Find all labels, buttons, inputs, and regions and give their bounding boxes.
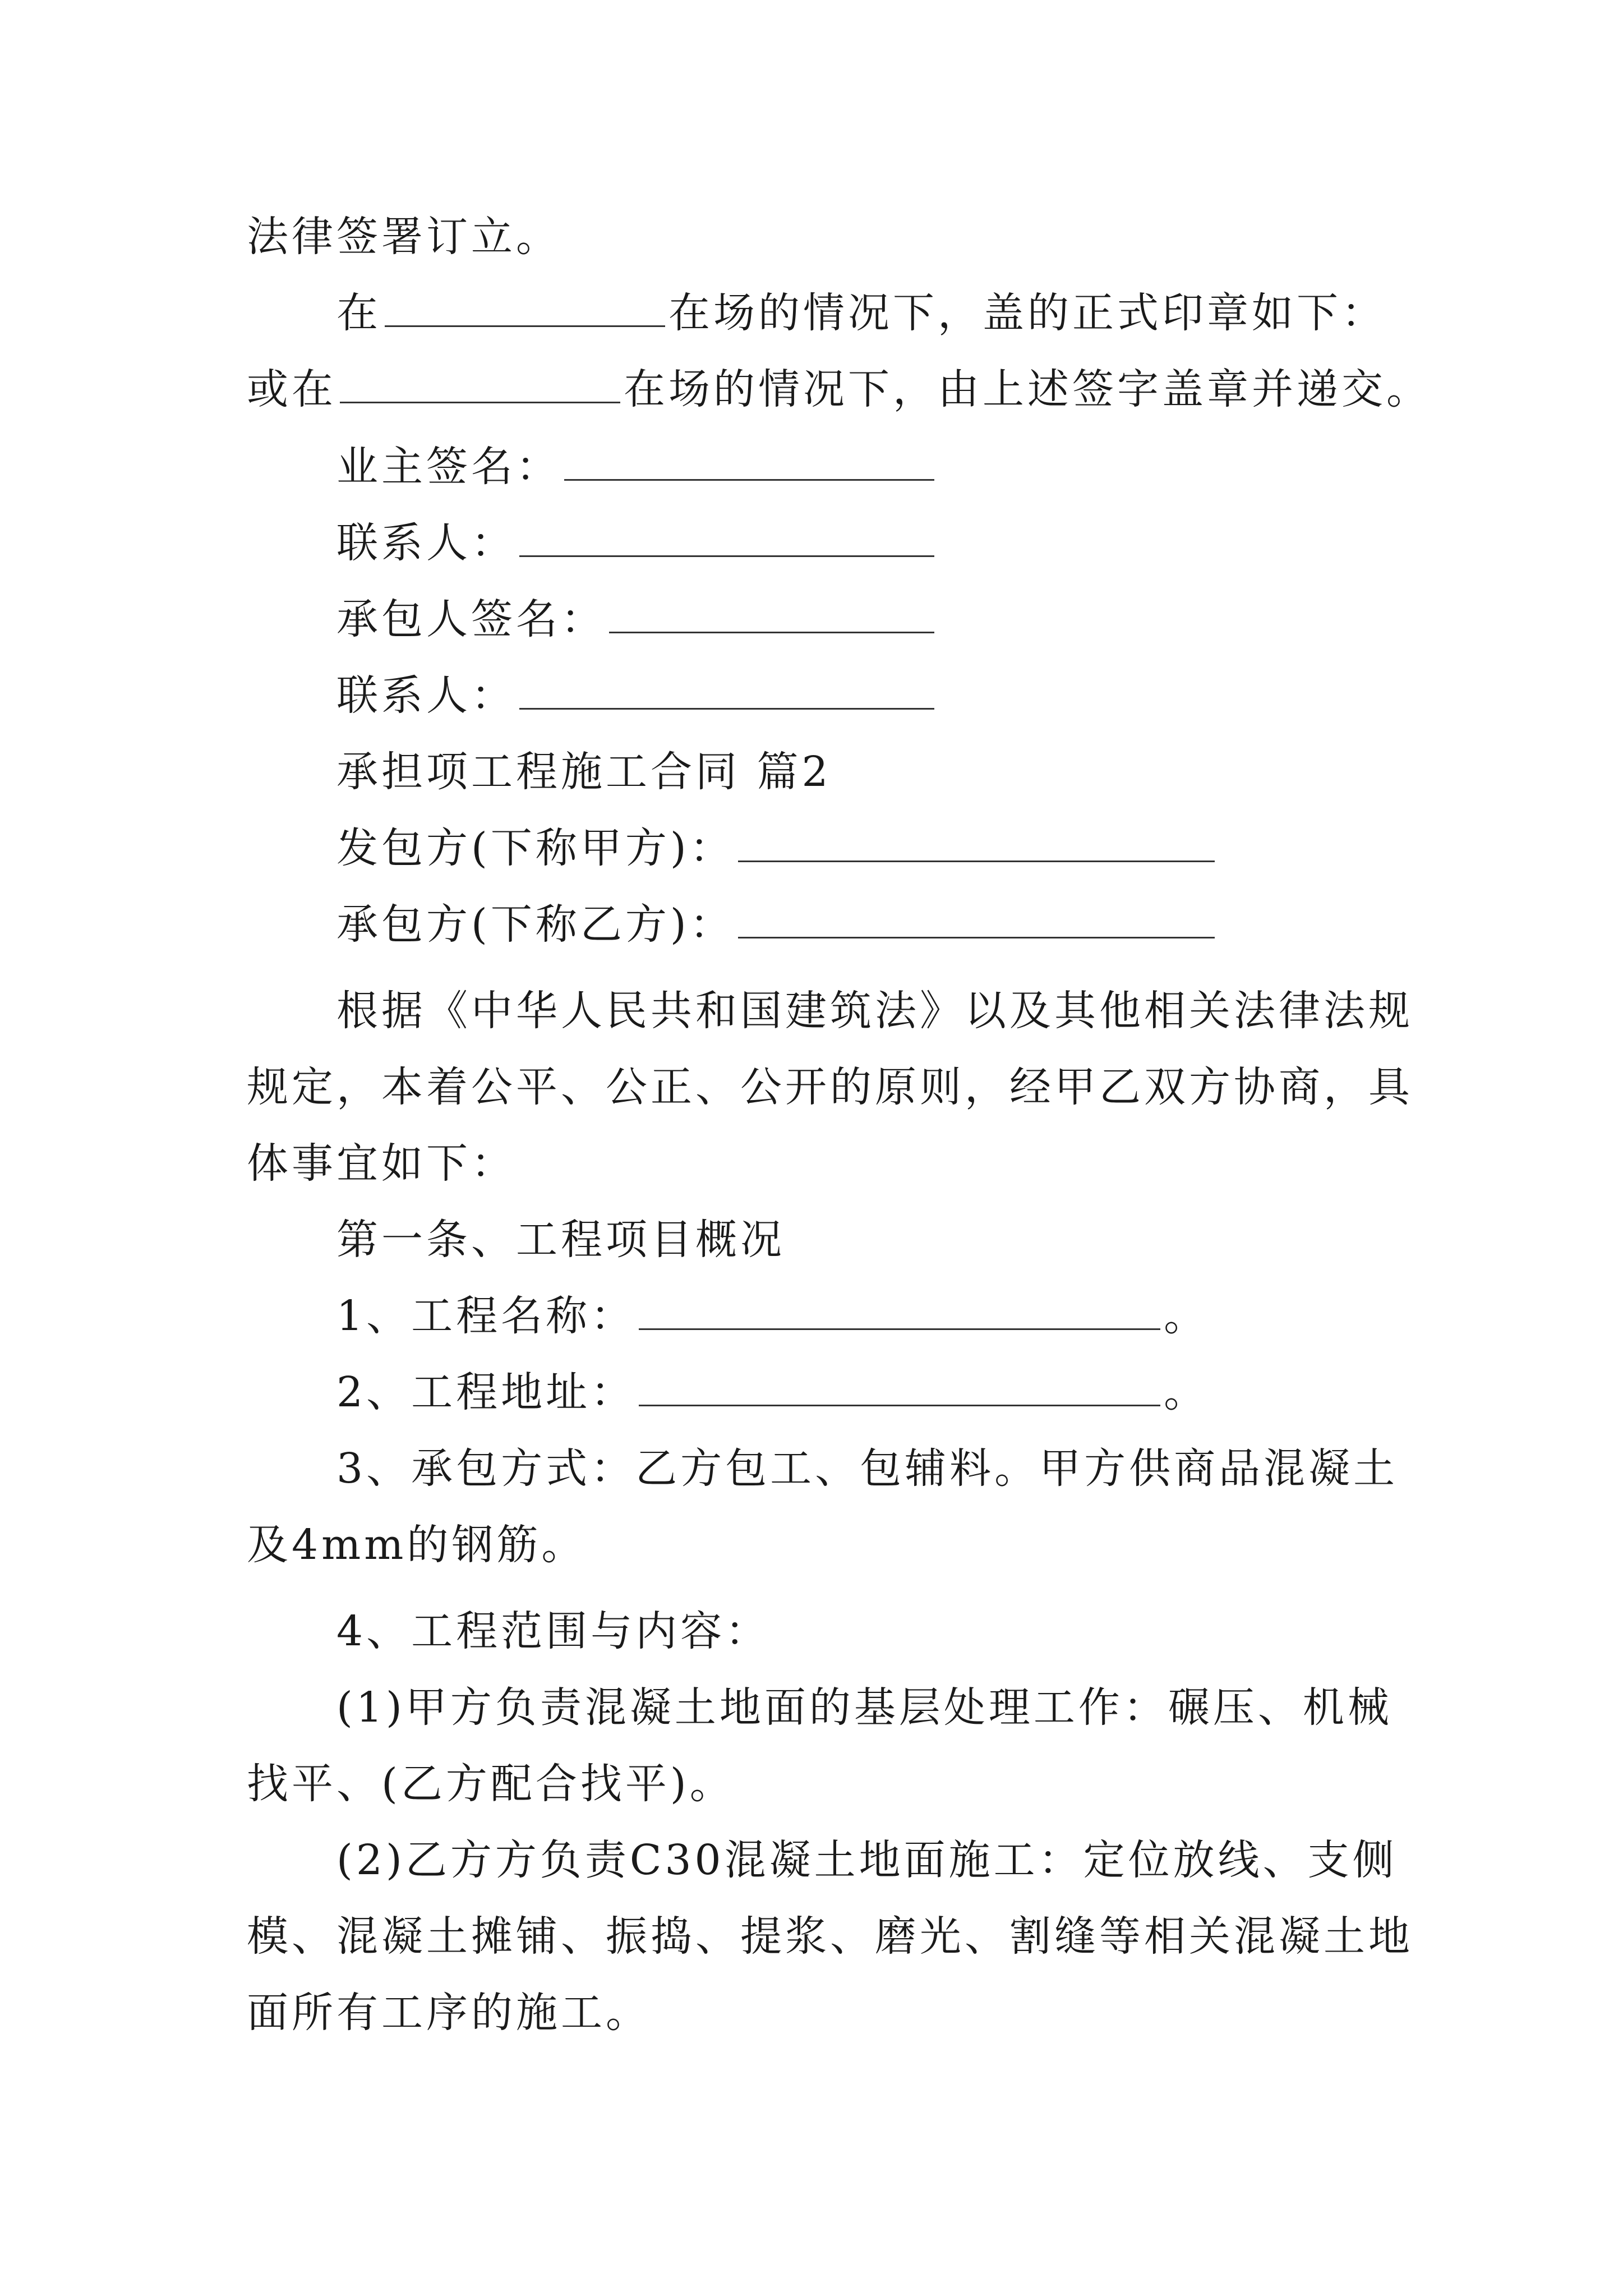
paragraph-line (247, 209, 561, 265)
contact-label: 联系人： (336, 671, 516, 720)
section-title-text: 承担项工程施工合同 篇2 (336, 748, 832, 796)
paragraph-line (336, 1441, 1398, 1497)
paragraph-line (336, 983, 1413, 1039)
paragraph-text: (2)乙方方负责C30混凝土地面施工：定位放线、支侧 (336, 1836, 1398, 1884)
blank-field (340, 367, 620, 403)
paragraph-line (247, 361, 1431, 417)
contact-blank (519, 673, 934, 710)
paragraph-line (247, 1985, 651, 2041)
project-address-blank (639, 1370, 1160, 1406)
item-label: 2、工程地址： (336, 1368, 636, 1416)
item-label: 1、工程名称： (336, 1292, 636, 1340)
blank-field (385, 291, 665, 327)
paragraph-line (247, 1908, 1413, 1964)
item-end: 。 (1164, 1368, 1209, 1416)
paragraph-text: 3、承包方式：乙方包工、包辅料。甲方供商品混凝土 (336, 1444, 1399, 1493)
paragraph-line (247, 1135, 516, 1191)
contractor-signature-blank (609, 597, 934, 633)
paragraph-text: 找平、(乙方配合找平)。 (247, 1760, 735, 1808)
paragraph-line (336, 1680, 1393, 1736)
signature-line (336, 439, 938, 495)
paragraph-text: 规定，本着公平、公正、公开的原则，经甲乙双方协商，具 (247, 1063, 1413, 1111)
contact-blank (519, 521, 934, 557)
party-a-label: 发包方(下称甲方)： (336, 824, 735, 872)
paragraph-text: 法律签署订立。 (247, 213, 561, 261)
item-line (336, 1288, 1209, 1344)
paragraph-text: 在场的情况下，盖的正式印章如下： (668, 289, 1386, 337)
paragraph-text: 4、工程范围与内容： (336, 1607, 771, 1655)
paragraph-line (247, 1517, 586, 1573)
paragraph-line (336, 285, 1386, 341)
party-a-blank (738, 826, 1215, 862)
paragraph-line (247, 1756, 735, 1812)
paragraph-line (336, 1603, 770, 1659)
paragraph-text: 模、混凝土摊铺、振捣、提浆、磨光、割缝等相关混凝土地 (247, 1912, 1413, 1961)
signature-line (336, 591, 938, 647)
paragraph-line (247, 1059, 1413, 1115)
signature-line (336, 668, 938, 724)
paragraph-line (336, 1832, 1398, 1888)
party-line (336, 896, 1218, 953)
paragraph-text: 或在 (247, 365, 336, 413)
paragraph-text: (1)甲方负责混凝土地面的基层处理工作：碾压、机械 (336, 1683, 1393, 1732)
party-b-label: 承包方(下称乙方)： (336, 900, 735, 949)
section-title (336, 744, 832, 800)
owner-signature-label: 业主签名： (336, 443, 561, 491)
paragraph-text: 在 (336, 289, 381, 337)
party-b-blank (738, 902, 1215, 938)
item-line (336, 1364, 1209, 1420)
signature-line (336, 515, 938, 571)
article-title (336, 1212, 785, 1268)
project-name-blank (639, 1294, 1160, 1330)
party-line (336, 820, 1218, 876)
paragraph-text: 体事宜如下： (247, 1139, 516, 1188)
paragraph-text: 在场的情况下，由上述签字盖章并递交。 (624, 365, 1431, 413)
article-title-text: 第一条、工程项目概况 (336, 1216, 785, 1264)
contractor-signature-label: 承包人签名： (336, 595, 606, 643)
contact-label: 联系人： (336, 519, 516, 567)
item-end: 。 (1164, 1292, 1209, 1340)
owner-signature-blank (564, 444, 934, 481)
paragraph-text: 面所有工序的施工。 (247, 1989, 651, 2037)
paragraph-text: 及4mm的钢筋。 (247, 1521, 587, 1569)
paragraph-text: 根据《中华人民共和国建筑法》以及其他相关法律法规 (336, 987, 1413, 1035)
